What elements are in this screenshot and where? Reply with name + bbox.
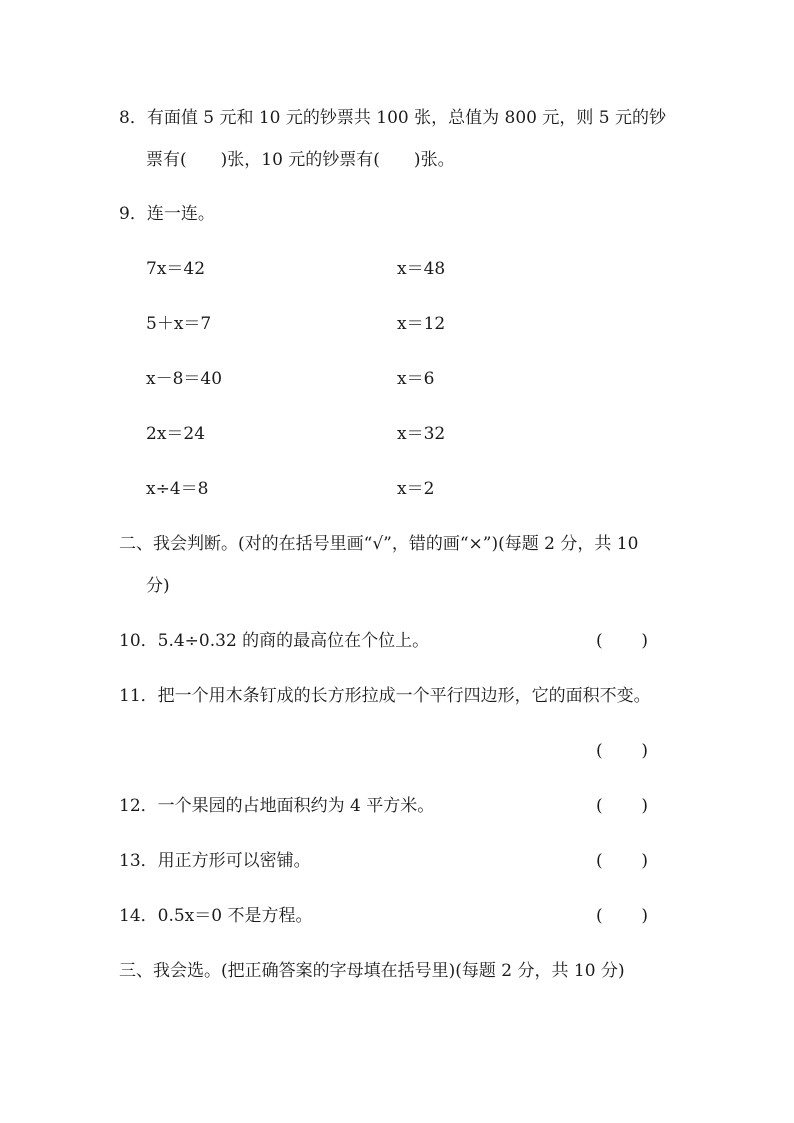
- solution-right-1: x＝48: [397, 259, 446, 279]
- section-2-heading-line-2: 分): [146, 576, 170, 596]
- paren-close: ): [641, 851, 648, 871]
- question-9-title: 9．连一连。: [119, 204, 215, 224]
- question-10-text: 10．5.4÷0.32 的商的最高位在个位上。: [119, 631, 430, 651]
- solution-right-3: x＝6: [397, 369, 435, 389]
- question-12-text: 12．一个果园的占地面积约为 4 平方米。: [119, 796, 435, 816]
- paren-open: (: [596, 741, 603, 761]
- question-14-text: 14．0.5x＝0 不是方程。: [119, 906, 313, 926]
- question-13-text: 13．用正方形可以密铺。: [119, 851, 311, 871]
- paren-open: (: [596, 796, 603, 816]
- paren-close: ): [641, 631, 648, 651]
- paren-close: ): [641, 741, 648, 761]
- question-8-line-1: 8．有面值 5 元和 10 元的钞票共 100 张，总值为 800 元，则 5 元的钞: [119, 108, 667, 128]
- solution-right-2: x＝12: [397, 314, 446, 334]
- section-3-heading: 三、我会选。(把正确答案的字母填在括号里)(每题 2 分，共 10 分): [119, 961, 625, 981]
- paren-open: (: [596, 906, 603, 926]
- question-8-line-2: 票有( )张，10 元的钞票有( )张。: [146, 150, 455, 170]
- solution-right-5: x＝2: [397, 479, 435, 499]
- paren-close: ): [641, 906, 648, 926]
- paren-open: (: [596, 851, 603, 871]
- section-2-heading-line-1: 二、我会判断。(对的在括号里画“√”，错的画“×”)(每题 2 分，共 10: [119, 534, 639, 554]
- equation-left-4: 2x＝24: [146, 424, 206, 444]
- question-11-text: 11．把一个用木条钉成的长方形拉成一个平行四边形，它的面积不变。: [119, 686, 651, 706]
- equation-left-3: x－8＝40: [146, 369, 223, 389]
- paren-close: ): [641, 796, 648, 816]
- equation-left-2: 5＋x＝7: [146, 314, 212, 334]
- equation-left-5: x÷4＝8: [146, 479, 209, 499]
- solution-right-4: x＝32: [397, 424, 446, 444]
- equation-left-1: 7x＝42: [146, 259, 206, 279]
- paren-open: (: [596, 631, 603, 651]
